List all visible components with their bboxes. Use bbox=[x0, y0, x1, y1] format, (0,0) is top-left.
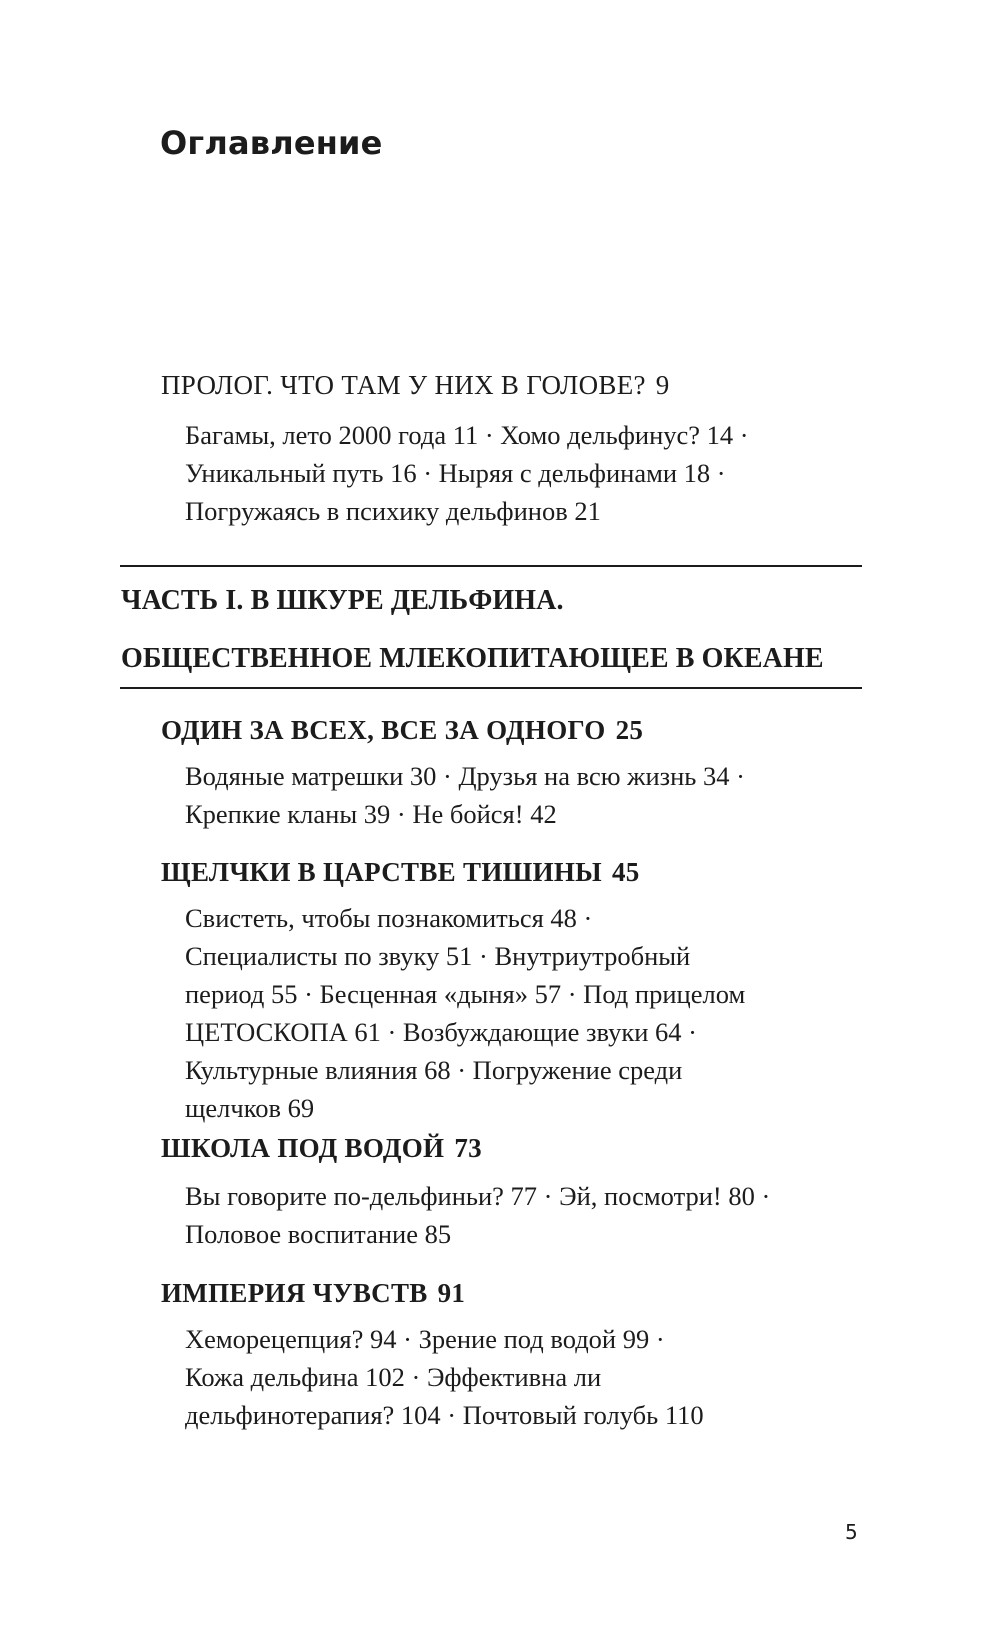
chapter-page: 45 bbox=[612, 857, 640, 887]
part-bottom-rule bbox=[120, 687, 862, 689]
prologue-title: ПРОЛОГ. ЧТО ТАМ У НИХ В ГОЛОВЕ? bbox=[161, 370, 646, 400]
entry-line: Кожа дельфина 102 · Эффективна ли bbox=[185, 1362, 602, 1392]
entry-line: Хеморецепция? 94 · Зрение под водой 99 · bbox=[185, 1324, 665, 1354]
page-title: Оглавление bbox=[160, 124, 383, 162]
chapter-title: ЩЕЛЧКИ В ЦАРСТВЕ ТИШИНЫ bbox=[161, 857, 602, 887]
chapter-entries bbox=[185, 899, 745, 1127]
entry-line: Водяные матрешки 30 · Друзья на всю жизнь 34 · bbox=[185, 761, 745, 791]
entry-line: ЦЕТОСКОПА 61 · Возбуждающие звуки 64 · bbox=[185, 1017, 697, 1047]
entry-line: Багамы, лето 2000 года 11 · Хомо дельфинус? 14 · bbox=[185, 420, 749, 450]
part-heading-line: ЧАСТЬ I. В ШКУРЕ ДЕЛЬФИНА. bbox=[121, 585, 564, 616]
entry-line: дельфинотерапия? 104 · Почтовый голубь 110 bbox=[185, 1400, 704, 1430]
prologue-heading bbox=[161, 370, 670, 401]
entry-line: щелчков 69 bbox=[185, 1093, 315, 1123]
chapter-page: 25 bbox=[615, 715, 644, 745]
entry-line: Погружаясь в психику дельфинов 21 bbox=[185, 496, 601, 526]
entry-line: Уникальный путь 16 · Ныряя с дельфинами 18 · bbox=[185, 458, 726, 488]
part-heading-line: ОБЩЕСТВЕННОЕ МЛЕКОПИТАЮЩЕЕ В ОКЕАНЕ bbox=[121, 643, 824, 674]
chapter-entries bbox=[185, 1320, 704, 1434]
chapter-heading bbox=[161, 715, 643, 746]
entry-line: Культурные влияния 68 · Погружение среди bbox=[185, 1055, 683, 1085]
page-number: 5 bbox=[845, 1520, 858, 1544]
chapter-entries bbox=[185, 1177, 770, 1253]
entry-line: Специалисты по звуку 51 · Внутриутробный bbox=[185, 941, 691, 971]
chapter-title: ИМПЕРИЯ ЧУВСТВ bbox=[161, 1278, 428, 1308]
prologue-page: 9 bbox=[655, 370, 670, 400]
chapter-page: 73 bbox=[454, 1133, 482, 1163]
part-heading bbox=[121, 572, 824, 688]
entry-line: Вы говорите по-дельфиньи? 77 · Эй, посмотри! 80 · bbox=[185, 1181, 771, 1211]
chapter-heading bbox=[161, 857, 640, 888]
part-top-rule bbox=[120, 565, 862, 567]
entry-line: Половое воспитание 85 bbox=[185, 1219, 452, 1249]
chapter-page: 91 bbox=[437, 1278, 466, 1308]
chapter-title: ОДИН ЗА ВСЕХ, ВСЕ ЗА ОДНОГО bbox=[161, 715, 606, 745]
chapter-entries bbox=[185, 757, 745, 833]
chapter-heading bbox=[161, 1133, 482, 1164]
entry-line: Крепкие кланы 39 · Не бойся! 42 bbox=[185, 799, 557, 829]
chapter-title: ШКОЛА ПОД ВОДОЙ bbox=[161, 1133, 445, 1163]
prologue-entries bbox=[185, 416, 749, 530]
chapter-heading bbox=[161, 1278, 465, 1309]
entry-line: Свистеть, чтобы познакомиться 48 · bbox=[185, 903, 593, 933]
entry-line: период 55 · Бесценная «дыня» 57 · Под прицелом bbox=[185, 979, 746, 1009]
